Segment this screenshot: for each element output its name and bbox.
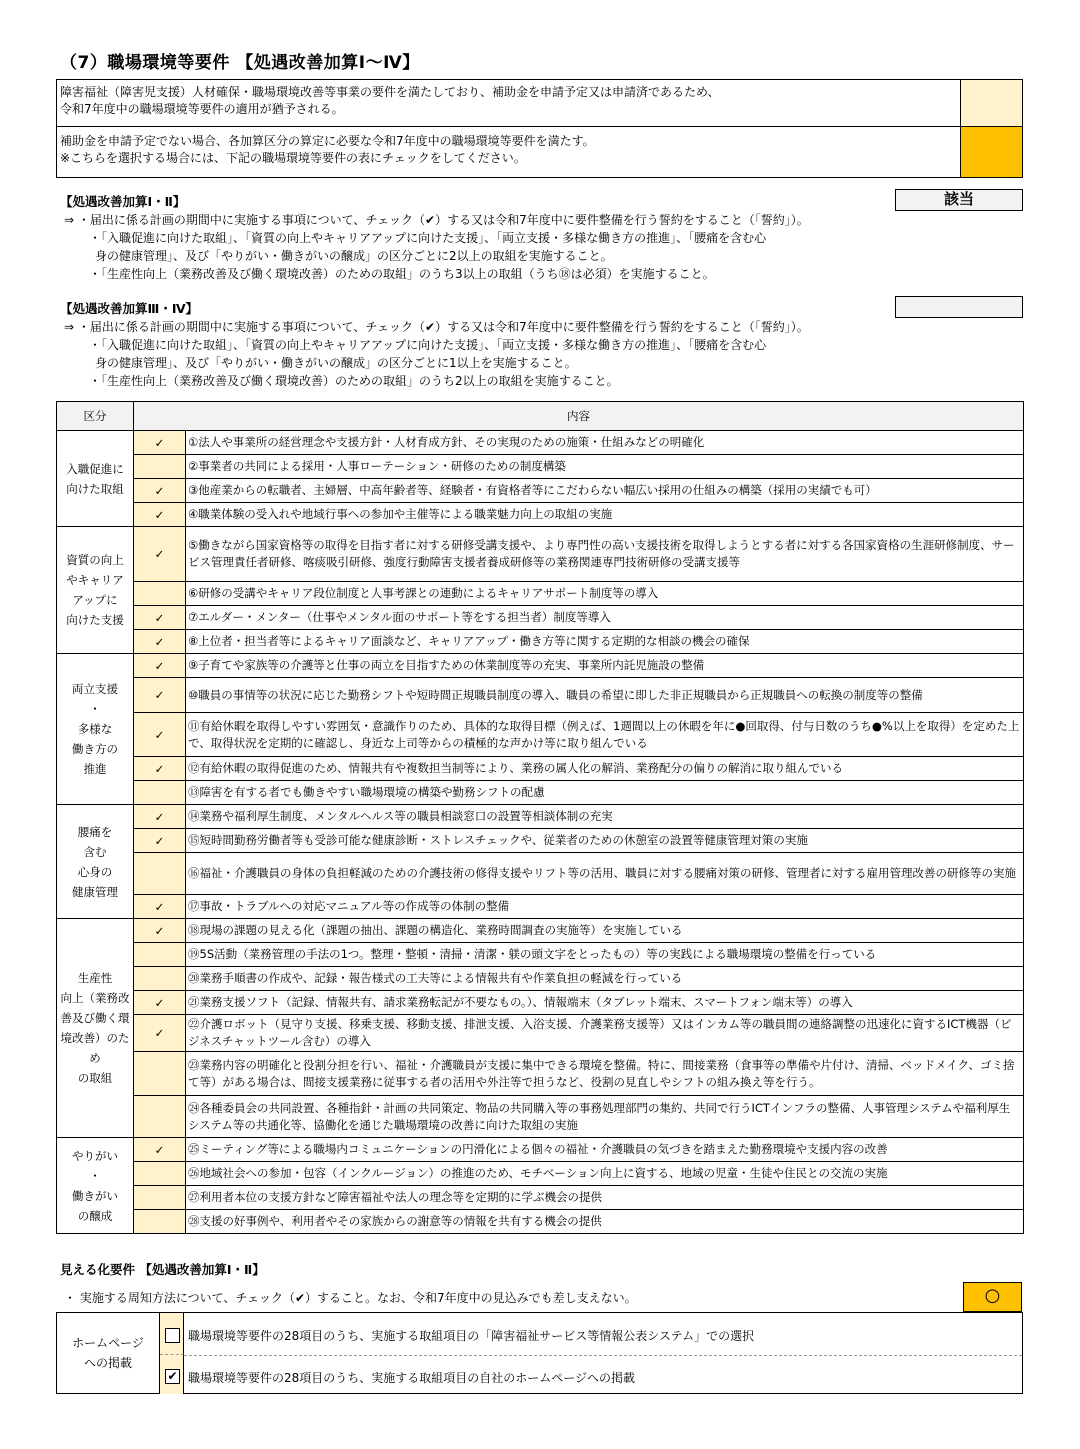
row-description: ⑳業務手順書の作成や、記録・報告様式の工夫等による情報共有や作業負担の軽減を行っている: [186, 967, 1024, 991]
row-checkbox[interactable]: [134, 630, 186, 654]
table-row: [57, 895, 1024, 919]
check-mark-icon: ✓: [154, 507, 165, 522]
row-description: ④職業体験の受入れや地域行事への参加や主催等による職業魅力向上の取組の実施: [186, 503, 1024, 527]
row-description: ㉗利用者本位の支援方針など障害福祉や法人の理念等を定期的に学ぶ機会の提供: [186, 1186, 1024, 1210]
row-checkbox[interactable]: [134, 805, 186, 829]
check-mark-icon: ✓: [154, 923, 165, 938]
row-checkbox[interactable]: [134, 582, 186, 606]
row-description: ⑧上位者・担当者等によるキャリア面談など、キャリアアップ・働き方等に関する定期的な相談の機会の確保: [186, 630, 1024, 654]
visibility-table: [56, 1312, 1023, 1394]
header-content: 内容: [134, 402, 1024, 431]
table-row: [57, 757, 1024, 781]
sec2-status-badge: [895, 296, 1023, 318]
sec2-line3: 身の健康管理」、及び「やりがい・働きがいの醸成」の区分ごとに1以上を実施すること。: [95, 356, 577, 370]
table-row: [57, 630, 1024, 654]
table-row: [57, 1015, 1024, 1052]
row-description: ⑦エルダー・メンター（仕事やメンタル面のサポート等をする担当者）制度等導入: [186, 606, 1024, 630]
row-description: ⑱現場の課題の見える化（課題の抽出、課題の構造化、業務時間調査の実施等）を実施している: [186, 919, 1024, 943]
option-apply-line2: ※こちらを選択する場合には、下記の職場環境等要件の表にチェックをしてください。: [60, 151, 526, 165]
sec1-line4: ・「生産性向上（業務改善及び働く環境改善）のための取組」のうち3以上の取組（うち⑱は必須）を実施すること。: [89, 267, 715, 281]
table-row: [57, 781, 1024, 805]
page-title: （7）職場環境等要件 【処遇改善加算Ⅰ～Ⅳ】: [60, 53, 420, 73]
visibility-checkbox-2[interactable]: ✔: [165, 1369, 180, 1384]
row-description: ㉖地域社会への参加・包容（インクルージョン）の推進のため、モチベーション向上に資する、地域の児童・生徒や住民との交流の実施: [186, 1162, 1024, 1186]
table-row: [57, 582, 1024, 606]
row-checkbox[interactable]: [134, 503, 186, 527]
visibility-note: ・ 実施する周知方法について、チェック（✔）すること。なお、令和7年度中の見込みでも差し支えない。: [64, 1291, 637, 1305]
check-mark-icon: ✓: [154, 761, 165, 776]
visibility-heading: 見える化要件 【処遇改善加算Ⅰ・Ⅱ】: [60, 1262, 265, 1277]
row-checkbox[interactable]: [134, 1186, 186, 1210]
row-checkbox[interactable]: [134, 1015, 186, 1052]
row-checkbox[interactable]: [134, 606, 186, 630]
row-checkbox[interactable]: [134, 919, 186, 943]
table-row: [57, 805, 1024, 829]
table-row: [57, 829, 1024, 853]
row-checkbox[interactable]: [134, 654, 186, 678]
check-mark-icon: ✓: [154, 634, 165, 649]
check-mark-icon: ✓: [154, 809, 165, 824]
table-row: [57, 991, 1024, 1015]
check-mark-icon: ✓: [154, 688, 165, 702]
row-description: ⑤働きながら国家資格等の取得を目指す者に対する研修受講支援や、より専門性の高い支援技術を取得しようとする者に対する各国家資格の生涯研修制度、サービス管理責任者研修、喀痰吸引研修、強度行動障害支援者養成研修等の業務関連専門技術研修の受講支援等: [186, 527, 1024, 582]
row-checkbox[interactable]: [134, 431, 186, 455]
row-description: ⑭業務や福利厚生制度、メンタルヘルス等の職員相談窓口の設置等相談体制の充実: [186, 805, 1024, 829]
row-description: ⑲5S活動（業務管理の手法の1つ。整理・整頓・清掃・清潔・躾の頭文字をとったもの）等の実践による職場環境の整備を行っている: [186, 943, 1024, 967]
option-apply-line1: 補助金を申請予定でない場合、各加算区分の算定に必要な令和7年度中の職場環境等要件を満たす。: [60, 134, 595, 148]
row-description: ②事業者の共同による採用・人事ローテーション・研修のための制度構築: [186, 455, 1024, 479]
requirements-table: [56, 401, 1024, 1234]
sec2-line2: ・「入職促進に向けた取組」、「資質の向上やキャリアアップに向けた支援」、「両立支援・多様な働き方の推進」、「腰痛を含む心: [89, 338, 767, 352]
sec2-line1: ⇒ ・届出に係る計画の期間中に実施する事項について、チェック（✔）する又は令和7年度中に要件整備を行う誓約をすること（「誓約」）。: [64, 320, 809, 334]
row-checkbox[interactable]: [134, 757, 186, 781]
sec1-line2: ・「入職促進に向けた取組」、「資質の向上やキャリアアップに向けた支援」、「両立支援・多様な働き方の推進」、「腰痛を含む心: [89, 231, 767, 245]
sec1-line1: ⇒ ・届出に係る計画の期間中に実施する事項について、チェック（✔）する又は令和7年度中に要件整備を行う誓約をすること（「誓約」）。: [64, 213, 809, 227]
row-description: ⑬障害を有する者でも働きやすい職場環境の構築や勤務シフトの配慮: [186, 781, 1024, 805]
option-exempt-select[interactable]: [960, 80, 1022, 126]
table-row: [57, 1052, 1024, 1096]
table-row: [57, 853, 1024, 895]
category-c6: やりがい ・ 働きがい の醸成: [57, 1138, 134, 1234]
row-description: ⑩職員の事情等の状況に応じた勤務シフトや短時間正規職員制度の導入、職員の希望に即した非正規職員から正規職員への転換の制度等の整備: [186, 678, 1024, 713]
row-checkbox[interactable]: [134, 1052, 186, 1096]
row-checkbox[interactable]: [134, 853, 186, 895]
table-row: [57, 943, 1024, 967]
row-description: ③他産業からの転職者、主婦層、中高年齢者等、経験者・有資格者等にこだわらない幅広い採用の仕組みの構築（採用の実績でも可）: [186, 479, 1024, 503]
table-row: [57, 1096, 1024, 1138]
check-mark-icon: ✓: [154, 995, 165, 1010]
sec1-status-badge: 該当: [895, 189, 1023, 211]
visibility-row-divider: [184, 1355, 1022, 1356]
row-checkbox[interactable]: [134, 967, 186, 991]
visibility-item-2: 職場環境等要件の28項目のうち、実施する取組項目の自社のホームページへの掲載: [188, 1371, 636, 1385]
table-row: [57, 1138, 1024, 1162]
row-description: ⑯福祉・介護職員の身体の負担軽減のための介護技術の修得支援やリフト等の活用、職員に対する腰痛対策の研修、管理者に対する雇用管理改善の研修等の実施: [186, 853, 1024, 895]
row-description: ①法人や事業所の経営理念や支援方針・人材育成方針、その実現のための施策・仕組みなどの明確化: [186, 431, 1024, 455]
table-row: [57, 967, 1024, 991]
row-description: ⑪有給休暇を取得しやすい雰囲気・意識作りのため、具体的な取得目標（例えば、1週間以上の休暇を年に●回取得、付与日数のうち●%以上を取得）を定めた上で、取得状況を定期的に確認し、身近な上司等からの積極的な声かけ等に取り組んでいる: [186, 713, 1024, 757]
check-mark-icon: ✓: [154, 899, 165, 914]
sec1-line3: 身の健康管理」、及び「やりがい・働きがいの醸成」の区分ごとに2以上の取組を実施すること。: [95, 249, 613, 263]
sec2-heading: 【処遇改善加算Ⅲ・Ⅳ】: [60, 301, 199, 316]
category-c3: 両立支援 ・ 多様な 働き方の 推進: [57, 654, 134, 805]
check-mark-icon: ✓: [154, 1142, 165, 1157]
table-row: [57, 503, 1024, 527]
table-row: [57, 455, 1024, 479]
row-description: ⑮短時間勤務労働者等も受診可能な健康診断・ストレスチェックや、従業者のための休憩室の設置等健康管理対策の実施: [186, 829, 1024, 853]
row-checkbox[interactable]: [134, 713, 186, 757]
option-exempt-line2: 令和7年度中の職場環境等要件の適用が猶予される。: [60, 102, 344, 116]
visibility-checkbox-1[interactable]: [165, 1328, 180, 1343]
visibility-status-badge: ○: [963, 1282, 1022, 1312]
table-row: [57, 527, 1024, 582]
row-checkbox[interactable]: [134, 678, 186, 713]
row-checkbox[interactable]: [134, 1096, 186, 1138]
category-c4: 腰痛を 含む 心身の 健康管理: [57, 805, 134, 919]
row-checkbox[interactable]: [134, 1210, 186, 1234]
table-row: [57, 654, 1024, 678]
row-description: ⑫有給休暇の取得促進のため、情報共有や複数担当制等により、業務の属人化の解消、業務配分の偏りの解消に取り組んでいる: [186, 757, 1024, 781]
option-exempt: [56, 79, 1023, 127]
row-description: ㉘支援の好事例や、利用者やその家族からの謝意等の情報を共有する機会の提供: [186, 1210, 1024, 1234]
row-description: ㉔各種委員会の共同設置、各種指針・計画の共同策定、物品の共同購入等の事務処理部門の集約、共同で行うICTインフラの整備、人事管理システムや福利厚生システム等の共通化等、協働化を通じた職場環境の改善に向けた取組の実施: [186, 1096, 1024, 1138]
row-checkbox[interactable]: [134, 455, 186, 479]
row-description: ⑨子育てや家族等の介護等と仕事の両立を目指すための休業制度等の充実、事業所内託児施設の整備: [186, 654, 1024, 678]
category-c5: 生産性 向上（業務改 善及び働く環 境改善）のた め の取組: [57, 919, 134, 1138]
check-mark-icon: ✓: [154, 1026, 165, 1040]
row-description: ⑰事故・トラブルへの対応マニュアル等の作成等の体制の整備: [186, 895, 1024, 919]
row-description: ㉑業務支援ソフト（記録、情報共有、請求業務転記が不要なもの。）、情報端末（タブレット端末、スマートフォン端末等）の導入: [186, 991, 1024, 1015]
row-checkbox[interactable]: [134, 943, 186, 967]
visibility-item-1: 職場環境等要件の28項目のうち、実施する取組項目の「障害福祉サービス等情報公表システム」での選択: [188, 1329, 755, 1343]
row-checkbox[interactable]: [134, 829, 186, 853]
row-description: ⑥研修の受講やキャリア段位制度と人事考課との連動によるキャリアサポート制度等の導入: [186, 582, 1024, 606]
table-row: [57, 606, 1024, 630]
sec1-heading: 【処遇改善加算Ⅰ・Ⅱ】: [60, 194, 186, 209]
row-description: ㉒介護ロボット（見守り支援、移乗支援、移動支援、排泄支援、入浴支援、介護業務支援等）又はインカム等の職員間の連絡調整の迅速化に資するICT機器（ビジネスチャットツール含む）の導入: [186, 1015, 1024, 1052]
table-row: [57, 1210, 1024, 1234]
table-row: [57, 479, 1024, 503]
row-checkbox[interactable]: [134, 781, 186, 805]
row-checkbox[interactable]: [134, 527, 186, 582]
option-apply-select[interactable]: [960, 127, 1022, 177]
table-row: [57, 919, 1024, 943]
check-mark-icon: ✓: [154, 658, 165, 673]
check-mark-icon: ✓: [154, 610, 165, 625]
row-checkbox[interactable]: [134, 1138, 186, 1162]
check-mark-icon: ✓: [154, 435, 165, 450]
option-exempt-line1: 障害福祉（障害児支援）人材確保・職場環境改善等事業の要件を満たしており、補助金を申請予定又は申請済であるため、: [60, 85, 720, 99]
table-row: [57, 1186, 1024, 1210]
row-description: ㉓業務内容の明確化と役割分担を行い、福祉・介護職員が支援に集中できる環境を整備。特に、間接業務（食事等の準備や片付け、清掃、ベッドメイク、ゴミ捨て等）がある場合は、間接支援業務に従事する者の活用や外注等で担うなど、役割の見直しやシフトの組み換え等を行う。: [186, 1052, 1024, 1096]
category-c2: 資質の向上 やキャリア アップに 向けた支援: [57, 527, 134, 654]
table-row: [57, 431, 1024, 455]
check-mark-icon: ✓: [154, 483, 165, 498]
check-mark-icon: ✓: [154, 727, 165, 742]
check-mark-icon: ✓: [154, 833, 165, 848]
table-row: [57, 713, 1024, 757]
table-row: [57, 678, 1024, 713]
sec2-line4: ・「生産性向上（業務改善及び働く環境改善）のための取組」のうち2以上の取組を実施すること。: [89, 374, 619, 388]
category-c1: 入職促進に 向けた取組: [57, 431, 134, 527]
row-checkbox[interactable]: [134, 1162, 186, 1186]
row-checkbox[interactable]: [134, 991, 186, 1015]
row-checkbox[interactable]: [134, 479, 186, 503]
row-checkbox[interactable]: [134, 895, 186, 919]
row-description: ㉕ミーティング等による職場内コミュニケーションの円滑化による個々の福祉・介護職員の気づきを踏まえた勤務環境や支援内容の改善: [186, 1138, 1024, 1162]
option-apply: [56, 126, 1023, 178]
header-category: 区分: [57, 402, 134, 431]
visibility-category: ホームページ への掲載: [57, 1313, 160, 1393]
table-row: [57, 1162, 1024, 1186]
check-mark-icon: ✓: [154, 547, 165, 561]
